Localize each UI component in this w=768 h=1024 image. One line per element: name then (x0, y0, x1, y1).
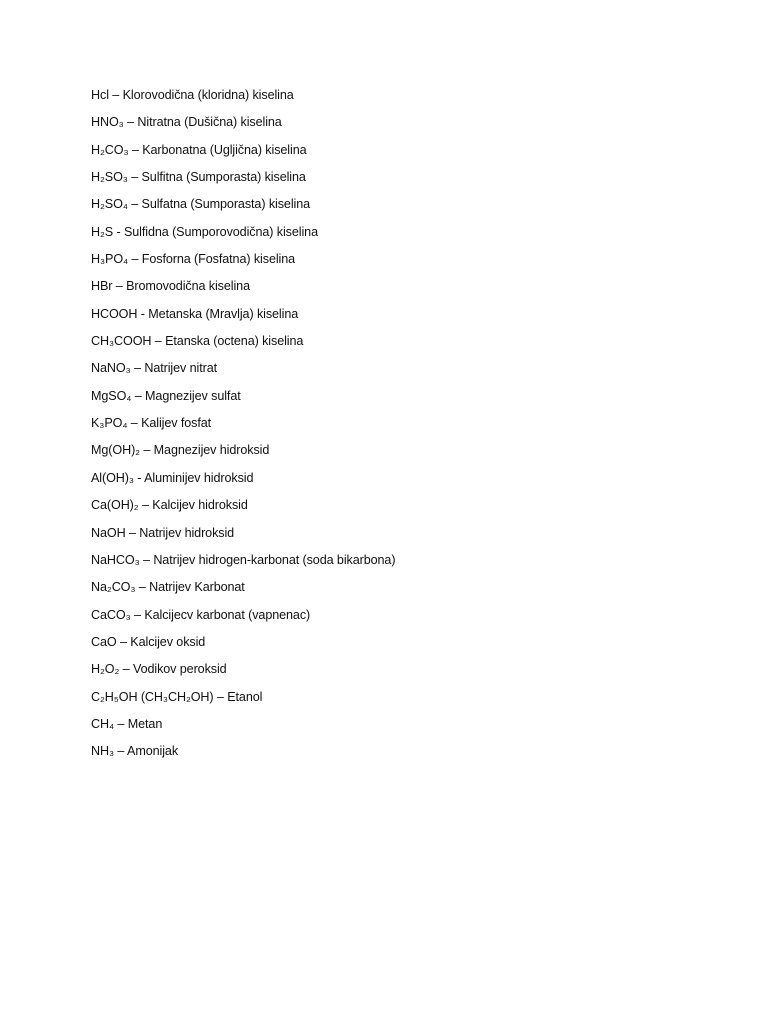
list-item: MgSO₄ – Magnezijev sulfat (91, 388, 241, 403)
list-item: CH₄ – Metan (91, 716, 163, 731)
list-item: Hcl – Klorovodična (kloridna) kiselina (91, 88, 294, 102)
list-item: NaNO₃ – Natrijev nitrat (91, 361, 218, 376)
list-item: Al(OH)₃ - Aluminijev hidroksid (91, 470, 254, 485)
list-item: NaOH – Natrijev hidroksid (91, 525, 235, 540)
list-item: Ca(OH)₂ – Kalcijev hidroksid (91, 498, 248, 513)
list-item: NaHCO₃ – Natrijev hidrogen-karbonat (soda bikarbona) (91, 552, 396, 567)
list-item: CaCO₃ – Kalcijecv karbonat (vapnenac) (91, 607, 311, 622)
list-item: HNO₃ – Nitratna (Dušična) kiselina (91, 115, 282, 130)
list-item: NH₃ – Amonijak (91, 744, 179, 759)
list-item: HCOOH - Metanska (Mravlja) kiselina (91, 306, 299, 321)
list-item: H₂O₂ – Vodikov peroksid (91, 662, 227, 677)
list-item: H₂CO₃ – Karbonatna (Ugljična) kiselina (91, 142, 307, 157)
list-item: H₂SO₃ – Sulfitna (Sumporasta) kiselina (91, 170, 306, 185)
list-item: Na₂CO₃ – Natrijev Karbonat (91, 580, 245, 595)
list-item: H₂SO₄ – Sulfatna (Sumporasta) kiselina (91, 197, 311, 212)
list-item: HBr – Bromovodična kiselina (91, 279, 250, 294)
list-item: H₂S - Sulfidna (Sumporovodična) kiselina (91, 224, 318, 239)
compound-list (91, 85, 395, 769)
list-item: C₂H₅OH (CH₃CH₂OH) – Etanol (91, 689, 263, 704)
list-item: K₃PO₄ – Kalijev fosfat (91, 416, 212, 431)
list-item: CH₃COOH – Etanska (octena) kiselina (91, 334, 304, 349)
list-item: Mg(OH)₂ – Magnezijev hidroksid (91, 443, 270, 458)
list-item: H₃PO₄ – Fosforna (Fosfatna) kiselina (91, 252, 296, 267)
list-item: CaO – Kalcijev oksid (91, 634, 206, 649)
